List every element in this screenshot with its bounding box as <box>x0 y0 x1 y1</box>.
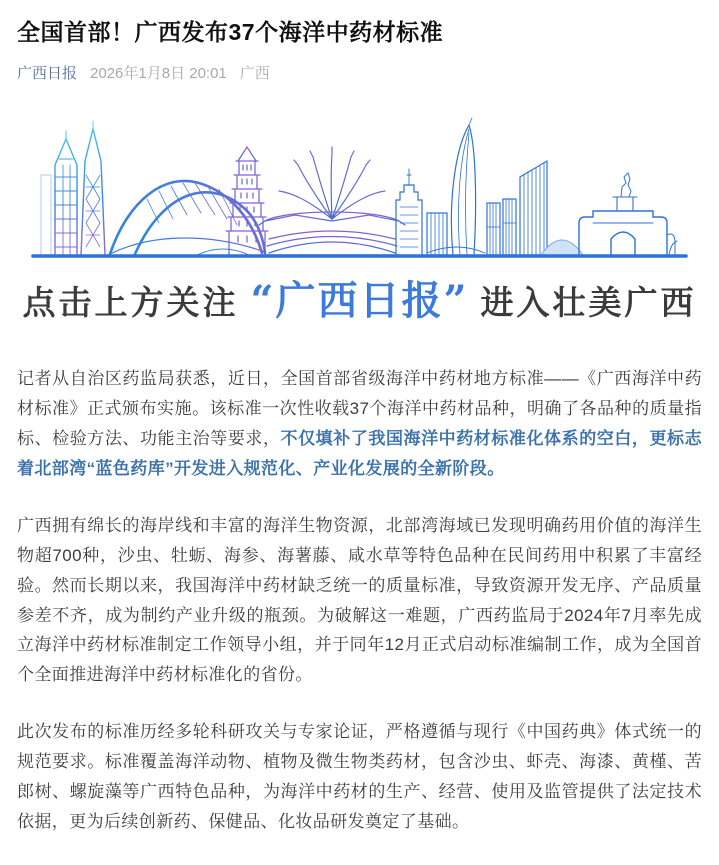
paragraph-1-text: 记者从自治区药监局获悉，近日，全国首部省级海洋中药材地方标准——《广西海洋中药材标准》正式颁布实施。该标准一次性收载37个海洋中药材品种，明确了各品种的质量指标、检验方法、功能主治等要求， <box>17 369 702 448</box>
banner-caption-prefix: 点击上方关注 <box>22 283 239 323</box>
banner-caption-suffix: 进入壮美广西 <box>480 283 697 323</box>
source-account-link[interactable]: 广西日报 <box>17 65 78 83</box>
banner-caption-highlight: “广西日报” <box>250 277 469 325</box>
banner-caption <box>17 263 702 338</box>
city-skyline-illustration <box>17 103 702 263</box>
paragraph-1-highlight: 不仅填补了我国海洋中药材标准化体系的空白，更标志着北部湾“蓝色药库”开发进入规范化、产业化发展的全新阶段。 <box>17 429 702 478</box>
paragraph-2: 广西拥有绵长的海岸线和丰富的海洋生物资源，北部湾海域已发现明确药用价值的海洋生物超700种，沙虫、牡蛎、海参、海薯藤、咸水草等特色品种在民间药用中积累了丰富经验。然而长期以来，我国海洋中药材缺乏统一的质量标准，导致资源开发无序、产品质量参差不齐，成为制约产业升级的瓶颈。为破解这一难题，广西药监局于2024年7月率先成立海洋中药材标准制定工作领导小组，并于同年12月正式启动标准编制工作，成为全国首个全面推进海洋中药材标准化的省份。 <box>17 515 702 685</box>
article-meta <box>17 62 702 83</box>
publish-location: 广西 <box>239 65 270 83</box>
publish-datetime: 2026年1月8日 20:01 <box>90 65 227 83</box>
banner-image[interactable] <box>17 103 702 338</box>
paragraph-1 <box>17 364 702 484</box>
paragraph-3: 此次发布的标准历经多轮科研攻关与专家论证，严格遵循与现行《中国药典》体式统一的规范要求。标准覆盖海洋动物、植物及微生物类药材，包含沙虫、虾壳、海漆、黄槿、苦郎树、螺旋藻等广西特色品种，为海洋中药材的生产、经营、使用及监管提供了法定技术依据，更为后续创新药、保健品、化妆品研发奠定了基础。 <box>17 722 702 831</box>
article-title: 全国首部！广西发布37个海洋中药材标准 <box>17 19 444 45</box>
